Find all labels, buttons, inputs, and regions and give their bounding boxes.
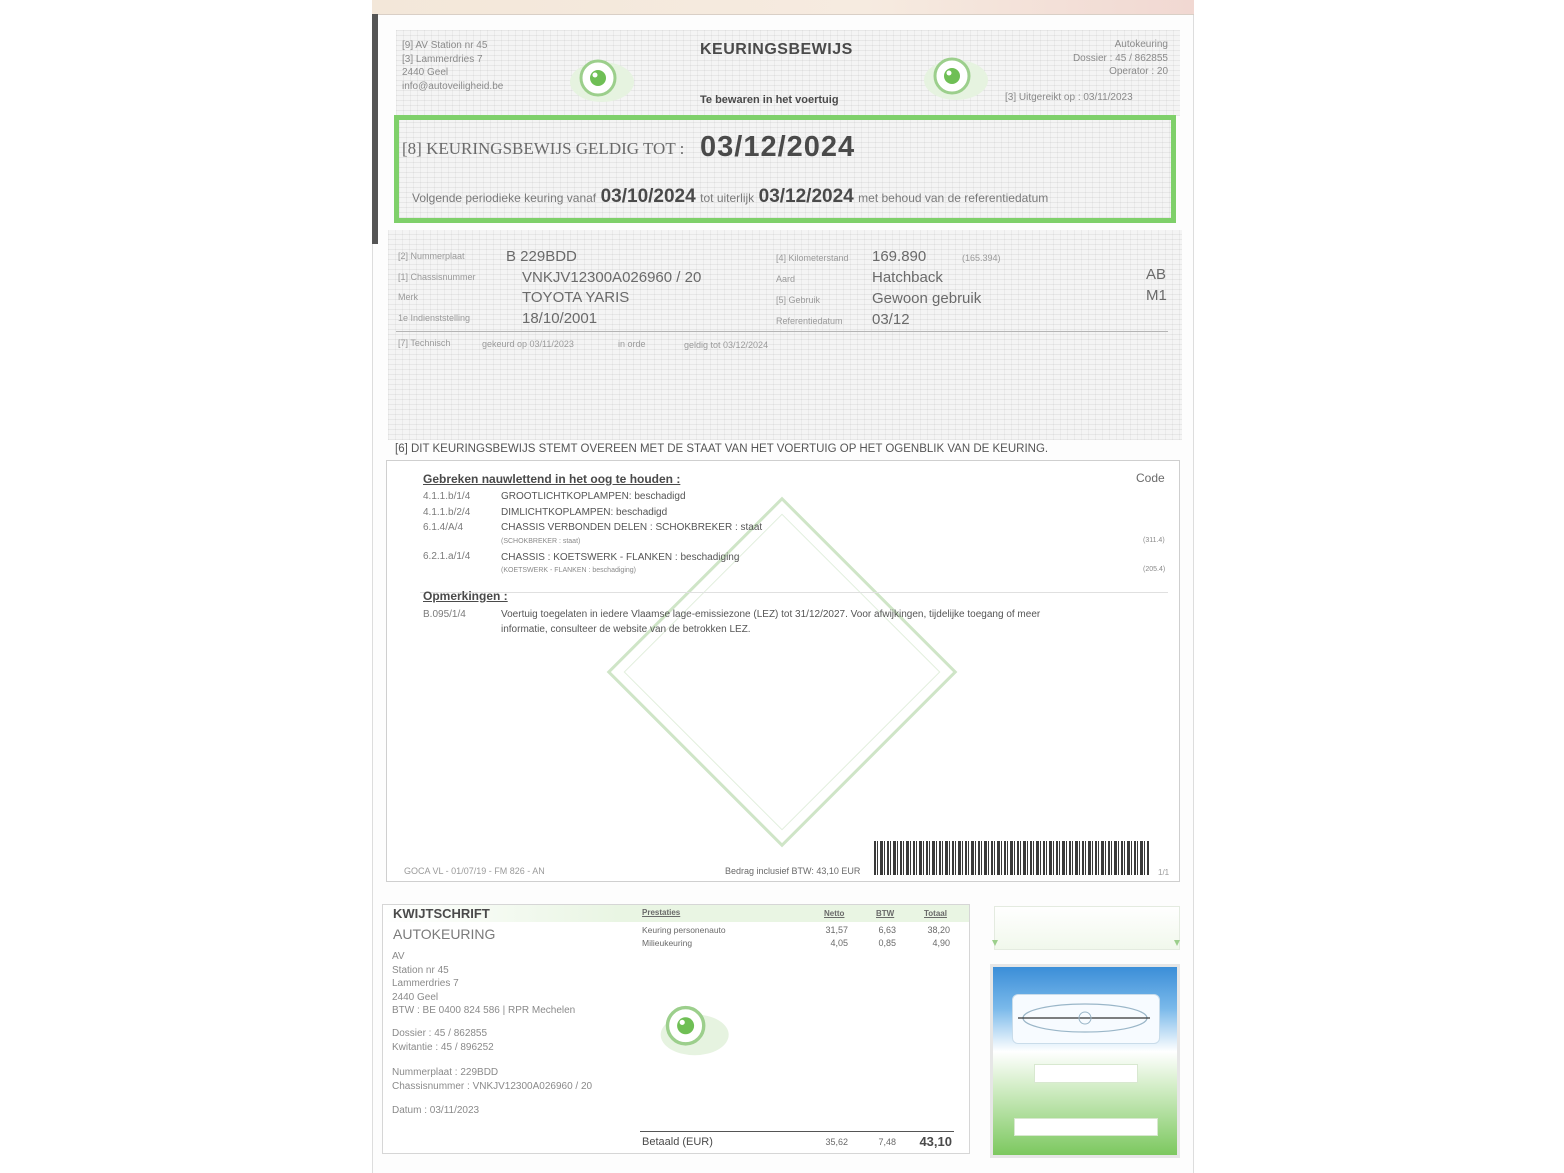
right-info-line: Operator : 20	[1109, 66, 1168, 77]
defect-code: 4.1.1.b/2/4	[423, 507, 471, 518]
plate-label: [2] Nummerplaat	[398, 251, 465, 261]
sticker-top	[994, 906, 1180, 950]
receipt-kwitantie: Kwitantie : 45 / 896252	[392, 1042, 494, 1053]
tech-label: [7] Technisch	[398, 338, 451, 348]
paid-label: Betaald (EUR)	[642, 1136, 713, 1148]
receipt-line: BTW : BE 0400 824 586 | RPR Mechelen	[392, 1005, 576, 1016]
km-previous: (165.394)	[962, 253, 1001, 263]
first-use-label: 1e Indienststelling	[398, 313, 471, 323]
use-code: M1	[1146, 287, 1167, 304]
defect-subtext: (KOETSWERK - FLANKEN : beschadiging)	[501, 567, 636, 574]
receipt-line: Lammerdries 7	[392, 978, 459, 989]
document-title: KEURINGSBEWIJS	[700, 41, 853, 58]
validity-date: 03/12/2024	[700, 131, 856, 163]
tech-checked: gekeurd op 03/11/2023	[482, 339, 574, 349]
plate-value: B 229BDD	[506, 248, 577, 265]
chassis-label: [1] Chassisnummer	[398, 272, 476, 282]
station-line: [9] AV Station nr 45	[402, 40, 488, 51]
document-subtitle: Te bewaren in het voertuig	[700, 94, 839, 106]
defect-subtext: (SCHOKBREKER : staat)	[501, 538, 581, 545]
receipt-row-btw: 0,85	[878, 938, 896, 948]
paid-total: 43,10	[919, 1134, 952, 1149]
page-number: 1/1	[1158, 868, 1170, 877]
defect-text: CHASSIS : KOETSWERK - FLANKEN : beschadiging	[501, 552, 740, 563]
validity-label: [8] KEURINGSBEWIJS GELDIG TOT :	[402, 139, 685, 158]
receipt-dossier: Dossier : 45 / 862855	[392, 1028, 488, 1039]
eye-logo-icon	[562, 48, 636, 108]
paid-line	[640, 1131, 954, 1132]
receipt-row-netto: 31,57	[825, 925, 848, 935]
sticker-arrow	[1174, 940, 1180, 946]
statement: [6] DIT KEURINGSBEWIJS STEMT OVEREEN MET DE STAAT VAN HET VOERTUIG OP HET OGENBLIK VAN DE KEURING.	[395, 443, 1049, 455]
station-line: [3] Lammerdries 7	[402, 53, 483, 65]
use-label: [5] Gebruik	[776, 295, 821, 305]
receipt-row-name: Milieukeuring	[642, 938, 693, 948]
paid-netto: 35,62	[825, 1137, 848, 1147]
sticker-field	[1034, 1064, 1138, 1083]
paid-btw: 7,48	[878, 1137, 896, 1147]
next-inspection-line	[412, 186, 1048, 208]
remark-code: B.095/1/4	[423, 609, 466, 620]
receipt-row-netto: 4,05	[830, 938, 848, 948]
defect-code: 4.1.1.b/1/4	[423, 491, 471, 502]
defect-ref: (311.4)	[1143, 537, 1165, 544]
chassis-value: VNKJV12300A026960 / 20	[522, 269, 702, 286]
next-mid: tot uiterlijk	[700, 191, 755, 205]
use-value: Gewoon gebruik	[872, 290, 982, 307]
defect-text: DIMLICHTKOPLAMPEN: beschadigd	[501, 507, 668, 518]
receipt-row-name: Keuring personenauto	[642, 925, 726, 935]
remark-line: informatie, consulteer de website van de betrokken LEZ.	[501, 624, 751, 635]
receipt-line: AV	[392, 951, 405, 962]
defect-ref: (205.4)	[1143, 566, 1166, 573]
defect-code: 6.1.4/A/4	[423, 522, 464, 533]
sticker-emblem-icon	[1014, 1000, 1156, 1036]
receipt-plate: Nummerplaat : 229BDD	[392, 1067, 499, 1078]
receipt-row-btw: 6,63	[878, 925, 896, 935]
remarks-heading: Opmerkingen :	[423, 589, 508, 603]
brand-label: Merk	[398, 292, 418, 302]
right-info-line: Dossier : 45 / 862855	[1072, 52, 1168, 64]
km-value: 169.890	[872, 248, 927, 265]
barcode	[874, 841, 1150, 875]
defect-text: GROOTLICHTKOPLAMPEN: beschadigd	[501, 491, 686, 502]
amount-incl-vat: Bedrag inclusief BTW: 43,10 EUR	[725, 866, 861, 876]
brand-value: TOYOTA YARIS	[522, 289, 630, 306]
defect-text: CHASSIS VERBONDEN DELEN : SCHOKBREKER : staat	[501, 522, 763, 533]
sticker-field	[1014, 1118, 1158, 1136]
top-strip	[372, 0, 1194, 15]
receipt-row-total: 38,20	[927, 925, 950, 935]
receipt-subtitle: AUTOKEURING	[393, 926, 496, 942]
tech-valid: geldig tot 03/12/2024	[684, 340, 769, 350]
left-edge	[372, 14, 378, 244]
form-code: GOCA VL - 01/07/19 - FM 826 - AN	[404, 866, 545, 876]
next-from-date: 03/10/2024	[600, 186, 696, 207]
receipt-line: 2440 Geel	[392, 991, 439, 1003]
receipt-title: KWIJTSCHRIFT	[393, 906, 490, 921]
right-info-line: Autokeuring	[1114, 39, 1168, 50]
ref-date-value: 03/12	[872, 311, 910, 328]
receipt-th: Prestaties	[642, 908, 681, 917]
defects-heading: Gebreken nauwlettend in het oog te houden :	[423, 472, 681, 486]
type-code: AB	[1146, 266, 1167, 283]
eye-logo-icon	[916, 46, 990, 106]
divider	[396, 331, 1168, 332]
receipt-date: Datum : 03/11/2023	[392, 1105, 480, 1116]
receipt-th: BTW	[876, 909, 895, 918]
defect-code: 6.2.1.a/1/4	[423, 551, 471, 562]
km-label: [4] Kilometerstand	[776, 253, 849, 263]
next-to-date: 03/12/2024	[758, 186, 854, 207]
right-info	[1010, 38, 1168, 79]
receipt-th: Totaal	[924, 909, 947, 918]
type-value: Hatchback	[872, 269, 943, 286]
next-prefix: Volgende periodieke keuring vanaf	[412, 191, 597, 205]
ref-date-label: Referentiedatum	[776, 316, 843, 326]
station-line: 2440 Geel	[402, 67, 449, 78]
receipt-line: Station nr 45	[392, 964, 449, 976]
receipt-address	[392, 950, 575, 1018]
receipt-th: Netto	[824, 909, 845, 918]
station-line: info@autoveiligheid.be	[402, 80, 504, 92]
remark-line: Voertuig toegelaten in iedere Vlaamse lage-emissiezone (LEZ) tot 31/12/2027. Voor afwijkingen, tijdelijke toegang of meer	[501, 609, 1041, 620]
receipt-row-total: 4,90	[932, 938, 950, 948]
defects-divider	[420, 592, 1168, 593]
code-header: Code	[1136, 471, 1165, 485]
eye-logo-icon	[644, 994, 734, 1062]
station-block	[402, 39, 503, 93]
issued-date: [3] Uitgereikt op : 03/11/2023	[1005, 92, 1133, 103]
sticker-arrow	[992, 940, 998, 946]
receipt-chassis: Chassisnummer : VNKJV12300A026960 / 20	[392, 1081, 593, 1092]
first-use-value: 18/10/2001	[522, 310, 598, 327]
next-suffix: met behoud van de referentiedatum	[858, 191, 1049, 205]
type-label: Aard	[776, 274, 796, 284]
tech-status: in orde	[618, 339, 646, 349]
